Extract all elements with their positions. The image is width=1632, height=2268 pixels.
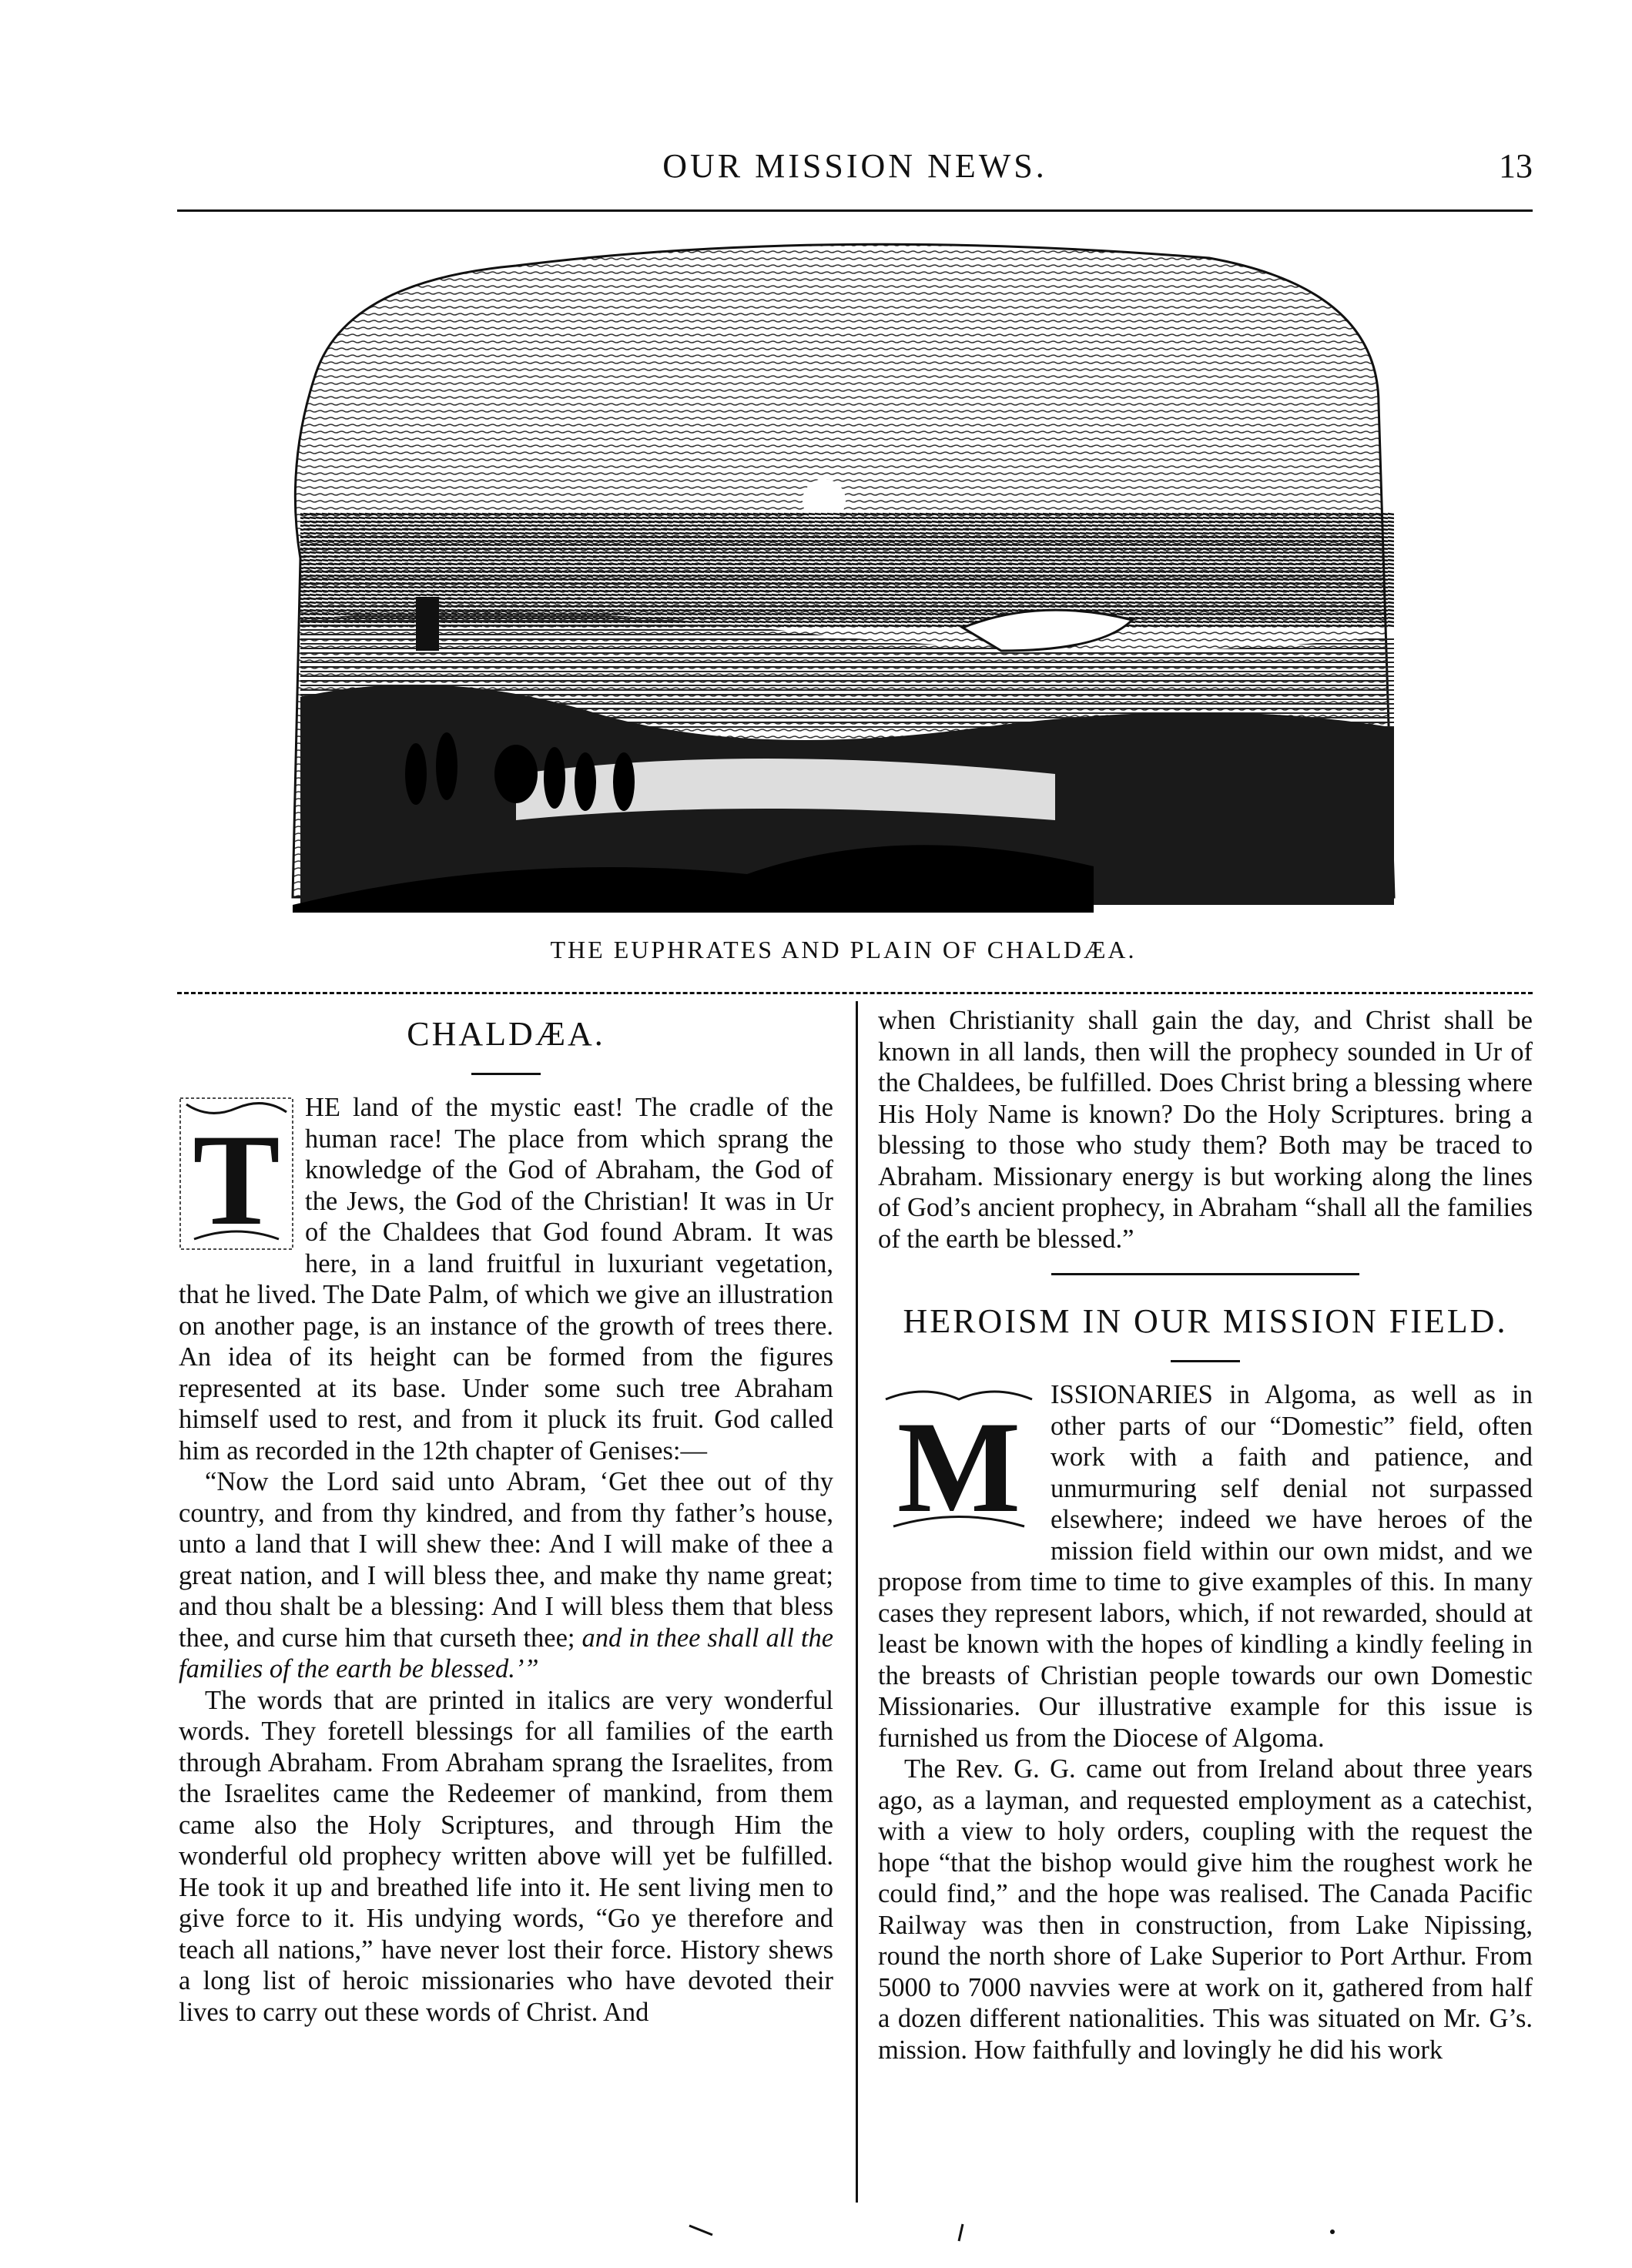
ornamental-drop-cap-t	[179, 1097, 294, 1251]
header-rule	[177, 209, 1533, 212]
heroism-paragraph-2: The Rev. G. G. came out from Ireland about three years ago, as a layman, and requested employment as a catechist, with a view to holy orders, coupling with the request the hope “that the bishop would give him the roughest work he could find,” and the hope was realised. The Canada Pacific Railway was then in construction, from Lake Nipissing, round the north shore of Lake Superior to Port Arthur. From 5000 to 7000 navvies were at work on it, gathered from half a dozen different nationalities. This was situated on Mr. G’s. mission. How faithfully and lovingly he did his work	[878, 1754, 1533, 2065]
page-header	[177, 146, 1533, 200]
chaldaea-paragraph-quote	[179, 1466, 833, 1685]
chaldaea-paragraph-3: The words that are printed in italics are very wonderful words. They foretell blessings for all families of the earth through Abraham. From Abraham sprang the Israelites, from the Israelites came the Redeemer of mankind, from them came also the Holy Scriptures, and through Him the wonderful old prophecy written above will yet be fulfilled. He took it up and breathed life into it. He sent living men to give force to it. His undying words, “Go ye therefore and teach all nations,” have never lost their force. History shews a long list of heroic missionaries who have devoted their lives to carry out these words of Christ. And	[179, 1685, 833, 2027]
svg-text:T: T	[193, 1107, 280, 1251]
illustration-caption: THE EUPHRATES AND PLAIN OF CHALDÆA.	[550, 936, 1137, 963]
column-divider	[856, 1001, 858, 2203]
page-number: 13	[1499, 147, 1533, 185]
svg-text:M: M	[896, 1395, 1021, 1538]
heroism-heading: HEROISM IN OUR MISSION FIELD.	[903, 1302, 1508, 1340]
left-column	[179, 1005, 833, 2028]
right-column	[878, 1005, 1533, 2065]
chaldaea-paragraph-1: HE land of the mystic east! The cradle of the human race! The place from which sprang the knowledge of the God of Abraham, the God of the Jews, the God of the Christian! It was in Ur of the Chaldees that God found Abram. It was here, in a land fruitful in luxuriant vegetation, that he lived. The Date Palm, of which we give an illustration on another page, is an instance of the growth of trees there. An idea of its height can be formed from the figures represented at its base. Under some such tree Abraham himself used to rest, and from it pluck its fruit. God called him as recorded in the 12th chapter of Genises:—	[179, 1093, 833, 1466]
chaldaea-continuation: when Christianity shall gain the day, and Christ shall be known in all lands, then will the prophecy sounded in Ur of the Chaldees, be fulfilled. Does Christ bring a blessing where His Holy Name is known? Do the Holy Scriptures. bring a blessing to those who study them? Both may be traced to Abraham. Missionary energy is but working along the lines of God’s ancient prophecy, in Abraham “shall all the families of the earth be blessed.”	[878, 1006, 1533, 1254]
heading-rule	[1171, 1360, 1240, 1362]
heading-rule	[471, 1073, 541, 1075]
article-separator-rule	[1051, 1273, 1359, 1275]
section-rule	[177, 992, 1533, 994]
heroism-paragraph-1: ISSIONARIES in Algoma, as well as in other parts of our “Domestic” field, often work with a faith and patience, and unmurmuring self denial not surpassed elsewhere; indeed we have heroes of the mission field within our own midst, and we propose from time to time to give examples of this. In many cases they represent labors, which, if not rewarded, should at least be known with the hopes of kindling a kindly feeling in the breasts of Christian people towards our own Domestic Missionaries. Our illustrative example for this issue is furnished us from the Diocese of Algoma.	[878, 1380, 1533, 1753]
genesis-quote: “Now the Lord said unto Abram, ‘Get thee out of thy country, and from thy kindred, and from thy father’s house, unto a land that I will shew thee: And I will make of thee a great nation, and I will bless thee, and make thy name great; and thou shalt be a blessing: And I will bless them that bless thee, and curse him that curseth thee;	[179, 1467, 833, 1653]
ornamental-drop-cap-m	[878, 1384, 1040, 1538]
running-title: OUR MISSION NEWS.	[662, 147, 1047, 185]
chaldaea-heading: CHALDÆA.	[407, 1015, 605, 1053]
euphrates-engraving	[285, 235, 1402, 928]
italic-prophecy: and in thee shall all the families of the earth be blessed.’”	[179, 1623, 834, 1683]
page-specks	[0, 2218, 1632, 2249]
